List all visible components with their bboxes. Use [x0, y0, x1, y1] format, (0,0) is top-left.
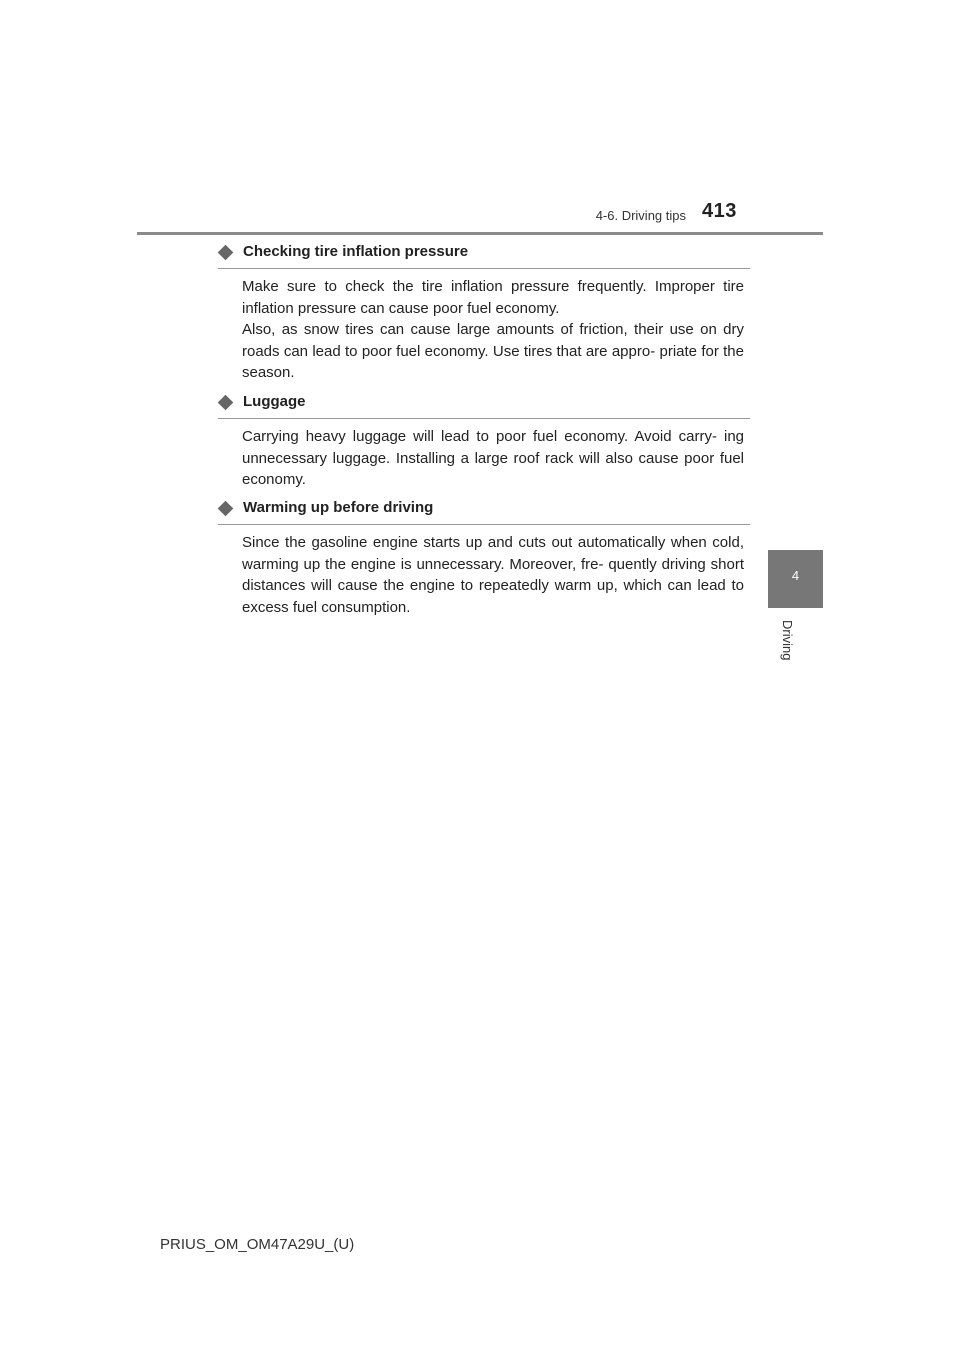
paragraph: Make sure to check the tire inflation pressure frequently. Improper tire inflation pressure can cause poor fuel economy.: [242, 278, 744, 317]
paragraph: Also, as snow tires can cause large amounts of friction, their use on dry roads can lead to poor fuel economy. Use tires that are appro- priate for the season.: [242, 321, 744, 381]
chapter-tab: [768, 550, 823, 608]
paragraph: Carrying heavy luggage will lead to poor fuel economy. Avoid carry- ing unnecessary luggage. Installing a large roof rack will also cause poor fuel economy.: [242, 428, 744, 488]
heading-text: Warming up before driving: [243, 499, 434, 516]
chapter-label: Driving: [780, 620, 795, 661]
paragraph: Since the gasoline engine starts up and cuts out automatically when cold, warming up the engine is unnecessary. Moreover, fre- quently driving short distances will cause the engine to repeatedly warm up, which can lead to excess fuel consumption.: [242, 534, 744, 616]
diamond-bullet-icon: [218, 395, 234, 411]
section-heading: [218, 240, 750, 269]
section-heading: [218, 496, 750, 525]
chapter-number: 4: [791, 568, 800, 583]
section-body: [242, 276, 744, 384]
document-code: PRIUS_OM_OM47A29U_(U): [160, 1236, 355, 1253]
page-header: [0, 0, 960, 240]
heading-text: Checking tire inflation pressure: [243, 243, 469, 260]
diamond-bullet-icon: [218, 245, 234, 261]
chapter-label-container: [772, 620, 818, 670]
section-label: 4-6. Driving tips: [595, 208, 686, 223]
heading-text: Luggage: [243, 393, 306, 410]
section-luggage: [218, 390, 750, 491]
diamond-bullet-icon: [218, 501, 234, 517]
section-tire-pressure: [218, 240, 750, 384]
page-number: 413: [702, 200, 737, 222]
section-heading: [218, 390, 750, 419]
section-body: [242, 426, 744, 491]
section-body: [242, 532, 744, 618]
header-rule: [137, 232, 823, 235]
section-warming-up: [218, 496, 750, 618]
